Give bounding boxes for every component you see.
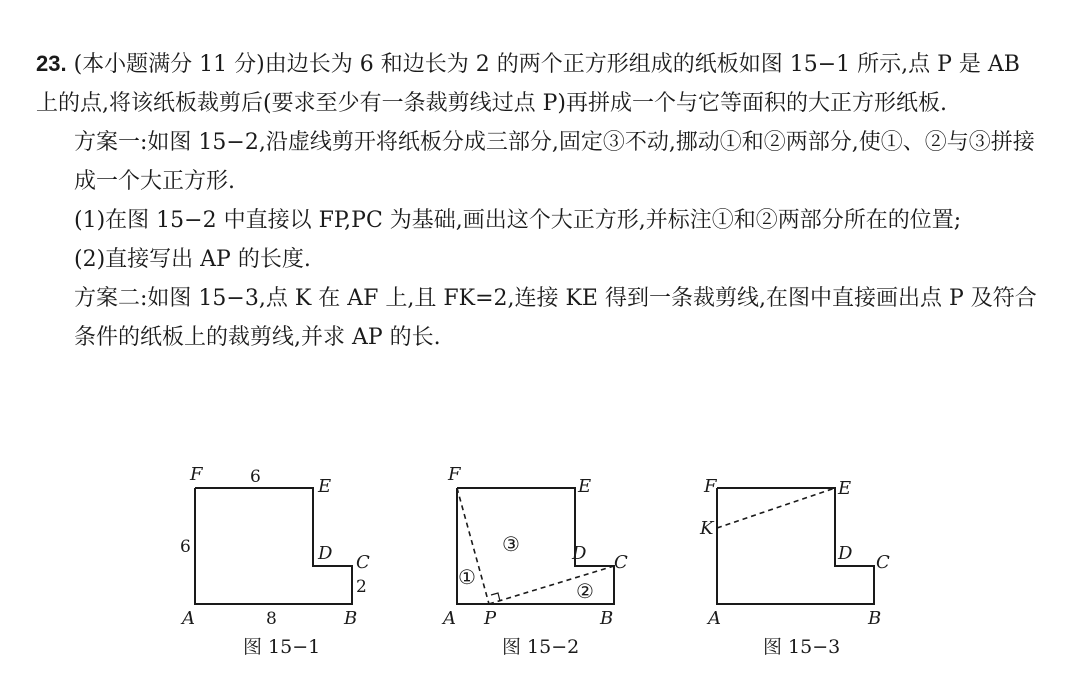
figure-15-2 <box>440 462 640 632</box>
label-C: C <box>876 552 890 573</box>
label-E: E <box>578 476 592 497</box>
label-C: C <box>356 552 370 573</box>
label-A: A <box>443 608 456 629</box>
problem-text <box>36 44 1046 357</box>
label-B: B <box>344 608 358 629</box>
label-E: E <box>318 476 332 497</box>
question-1-paragraph: (1)在图 15−2 中直接以 FP,PC 为基础,画出这个大正方形,并标注①和②两部分所在的位置; <box>74 208 962 233</box>
figure-15-1 <box>178 462 378 632</box>
label-B: B <box>600 608 614 629</box>
figure-15-3-drawing <box>700 462 900 632</box>
label-P: P <box>484 608 497 629</box>
problem-intro <box>36 44 1046 123</box>
right-angle-mark <box>491 593 500 601</box>
figure-15-1-drawing <box>178 462 378 632</box>
label-B: B <box>868 608 882 629</box>
label-A: A <box>182 608 195 629</box>
label-D: D <box>838 543 853 564</box>
label-C: C <box>614 552 628 573</box>
problem-number: 23. <box>36 51 67 76</box>
figure-15-3-caption: 图 15−3 <box>763 636 841 658</box>
plan-one-paragraph: 方案一:如图 15−2,沿虚线剪开将纸板分成三部分,固定③不动,挪动①和②两部分,使①、②与③拼接成一个大正方形. <box>74 130 1035 194</box>
part-1-label: ① <box>458 565 476 589</box>
label-F: F <box>448 464 461 485</box>
part-2-label: ② <box>576 579 594 603</box>
cut-line-KE <box>717 488 835 528</box>
cut-line-PC <box>489 566 614 604</box>
problem-paragraph-1: (本小题满分 11 分)由边长为 6 和边长为 2 的两个正方形组成的纸板如图 15−1 所示,点 P 是 AB 上的点,将该纸板裁剪后(要求至少有一条裁剪线过点 P)再拼成一个与它等面积的大正方形纸板. <box>36 52 1020 116</box>
figure-15-1-caption: 图 15−1 <box>243 636 321 658</box>
plan-two-paragraph: 方案二:如图 15−3,点 K 在 AF 上,且 FK=2,连接 KE 得到一条裁剪线,在图中直接画出点 P 及符合条件的纸板上的裁剪线,并求 AP 的长. <box>74 286 1037 350</box>
figure-15-2-drawing <box>440 462 640 632</box>
dim-top: 6 <box>250 467 261 487</box>
label-A: A <box>708 608 721 629</box>
figure-15-3 <box>700 462 900 632</box>
part-3-label: ③ <box>502 532 520 556</box>
figure-15-2-caption: 图 15−2 <box>502 636 580 658</box>
label-K: K <box>700 518 714 539</box>
label-D: D <box>572 543 587 564</box>
dim-right: 2 <box>356 577 367 597</box>
label-E: E <box>838 478 852 499</box>
label-F: F <box>704 476 717 497</box>
dim-left: 6 <box>180 537 191 557</box>
dim-bottom: 8 <box>266 609 277 629</box>
label-F: F <box>190 464 203 485</box>
question-2-paragraph: (2)直接写出 AP 的长度. <box>74 247 311 272</box>
label-D: D <box>318 543 333 564</box>
